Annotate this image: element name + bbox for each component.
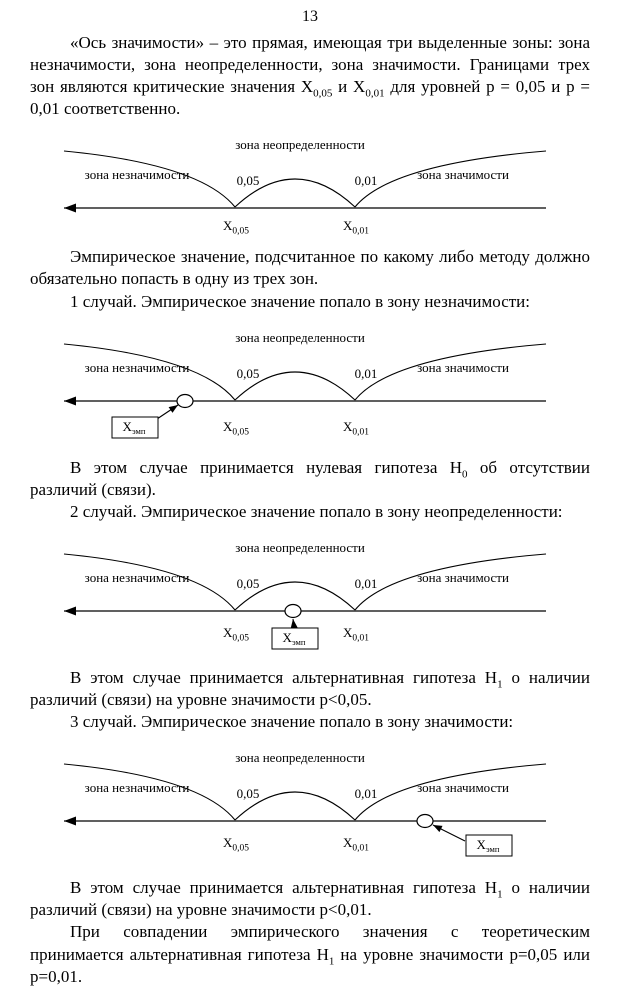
crit-001-label: 0,01 <box>354 575 378 591</box>
crit-001-label: 0,01 <box>354 173 378 189</box>
subscript: 1 <box>497 678 503 691</box>
pointer-arrow <box>433 825 465 841</box>
text-run: При совпадении эмпирического значения с теоретическим принимается альтернативная гипотеза H <box>30 922 590 964</box>
pointer-arrow <box>157 405 178 419</box>
empirical-value-marker <box>177 394 193 407</box>
text-run: для уровней p = 0,05 и p = 0,01 соответственно. <box>30 77 591 119</box>
x-emp-label: $X_{эмп}$ <box>476 837 500 855</box>
figure-case-2-uncertainty <box>60 539 590 657</box>
text-run: В этом случае принимается альтернативная гипотеза H <box>70 878 498 898</box>
paragraph-case-2: 2 случай. Эмпирическое значение попало в зону неопределенности: <box>70 501 563 521</box>
paragraph-alt-hypothesis-005 <box>30 667 590 711</box>
paragraph-intro <box>30 32 590 120</box>
subscript: 1 <box>328 954 335 967</box>
x-crit-001-label: $X_{0,01}$ <box>342 218 370 237</box>
paragraph-alt-hypothesis-001 <box>30 877 590 921</box>
x-emp-label: $X_{эмп}$ <box>122 418 146 436</box>
significance-axis-diagram-2 <box>60 329 550 447</box>
crit-005-label: 0,05 <box>236 365 260 381</box>
zone-significance-label: зона значимости <box>417 359 509 375</box>
text-run: В этом случае принимается альтернативная гипотеза H <box>70 667 498 687</box>
significance-axis-diagram-1 <box>60 136 550 236</box>
crit-001-label: 0,01 <box>354 786 378 802</box>
x-crit-001-label: $X_{0,01}$ <box>342 624 370 644</box>
text-run: о наличии различий (связи) на уровне значимости p<0,01. <box>30 878 590 920</box>
zone-significance-label: зона значимости <box>417 780 509 796</box>
significance-axis-diagram-3 <box>60 539 550 657</box>
text-run: на уровне значимости p=0,05 или p=0,01. <box>30 944 590 986</box>
x-emp-label: $X_{эмп}$ <box>282 629 306 647</box>
figure-case-1-insignificance <box>60 329 590 447</box>
subscript: 0,01 <box>365 87 385 100</box>
zone-uncertainty-label: зона неопределенности <box>235 329 365 345</box>
zone-insignificance-label: зона незначимости <box>84 167 190 183</box>
paragraph-case-1: 1 случай. Эмпирическое значение попало в зону незначимости: <box>70 291 530 311</box>
text-run: об отсутствии различий (связи). <box>30 457 590 499</box>
zone-insignificance-label: зона незначимости <box>84 569 190 585</box>
x-crit-001-label: $X_{0,01}$ <box>342 418 370 438</box>
empirical-value-marker <box>417 815 433 828</box>
x-crit-005-label: $X_{0,05}$ <box>222 835 250 854</box>
zone-significance-label: зона значимости <box>417 569 509 585</box>
subscript: 0 <box>462 468 468 481</box>
crit-005-label: 0,05 <box>236 575 260 591</box>
crit-001-label: 0,01 <box>354 365 378 381</box>
x-crit-001-label: $X_{0,01}$ <box>342 835 370 854</box>
paragraph-null-hypothesis <box>30 457 590 501</box>
zone-uncertainty-label: зона неопределенности <box>235 539 365 555</box>
page-number: 13 <box>302 8 318 25</box>
empirical-value-marker <box>285 604 301 617</box>
pointer-arrow <box>293 619 294 627</box>
x-crit-005-label: $X_{0,05}$ <box>222 218 250 237</box>
zone-insignificance-label: зона незначимости <box>84 780 190 796</box>
zone-insignificance-label: зона незначимости <box>84 359 190 375</box>
paragraph-case-3: 3 случай. Эмпирическое значение попало в зону значимости: <box>70 712 514 732</box>
zone-significance-label: зона значимости <box>417 167 509 183</box>
zone-uncertainty-label: зона неопределенности <box>235 137 365 153</box>
paragraph-coincidence <box>30 921 590 987</box>
subscript: 1 <box>497 888 503 901</box>
text-run: о наличии различий (связи) на уровне значимости p<0,05. <box>30 667 590 710</box>
zone-uncertainty-label: зона неопределенности <box>235 750 365 766</box>
figure-significance-axis-overview <box>60 136 590 236</box>
x-crit-005-label: $X_{0,05}$ <box>222 418 250 438</box>
paragraph-empirical: Эмпирическое значение, подсчитанное по какому либо методу должно обязательно попасть в одну из трех зон. <box>30 247 590 289</box>
crit-005-label: 0,05 <box>236 173 260 189</box>
text-run: В этом случае принимается нулевая гипотеза H <box>70 457 463 477</box>
x-crit-005-label: $X_{0,05}$ <box>222 624 250 644</box>
text-run: и X <box>332 77 366 97</box>
subscript: 0,05 <box>313 87 333 100</box>
text-run: «Ось значимости» – это прямая, имеющая три выделенные зоны: зона незначимости, зона неопределенности, зона значимости. Границами трех зон являются критические значения X <box>30 33 590 97</box>
crit-005-label: 0,05 <box>236 786 260 802</box>
significance-axis-diagram-4 <box>60 749 550 867</box>
figure-case-3-significance <box>60 749 590 867</box>
